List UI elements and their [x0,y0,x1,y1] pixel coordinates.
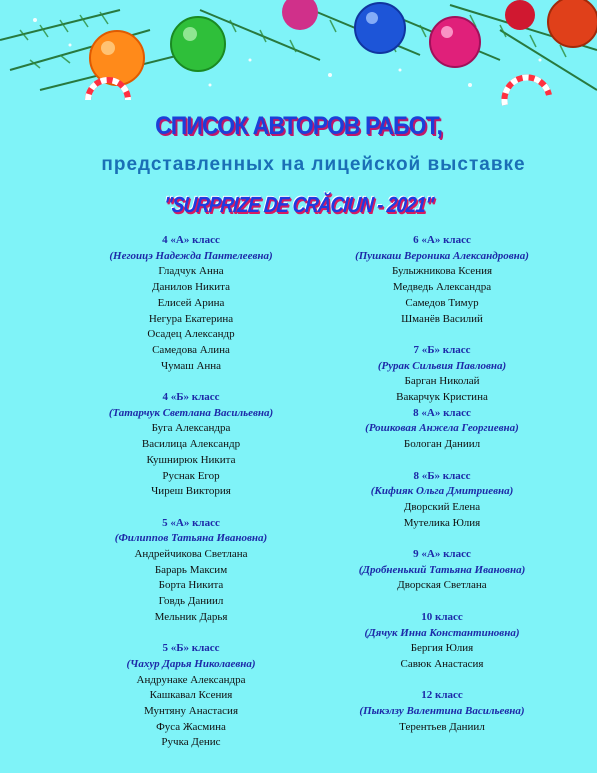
student-name: Кушнирюк Никита [146,453,236,466]
class-group [76,390,306,500]
student-name: Шманёв Василий [401,312,483,325]
student-name: Василица Александр [141,438,241,451]
teacher-name: (Татарчук Светлана Васильевна) [108,406,274,419]
student-name: Самедова Алина [152,343,230,356]
student-name: Терентьев Даниил [399,720,485,733]
teacher-name: (Кифияк Ольга Дмитриевна) [370,485,514,498]
class-group [327,406,557,453]
student-name: Данилов Никита [152,281,230,294]
student-name: Савюк Анастасия [400,657,484,670]
class-header: 9 «А» класс [413,548,471,561]
student-name: Ручка Денис [161,736,221,749]
student-name: Медведь Александра [392,281,492,294]
teacher-name: (Дячук Инна Константиновна) [364,626,520,639]
class-header: 5 «А» класс [162,516,220,529]
class-header: 8 «А» класс [413,406,471,419]
class-group [76,516,306,626]
student-name: Дворский Елена [403,500,481,513]
student-name: Осадец Александр [147,328,235,341]
student-name: Самедов Тимур [405,296,479,309]
class-header: 6 «А» класс [413,234,471,246]
teacher-name: (Пыкэлзу Валентина Васильевна) [359,705,525,718]
student-name: Булыжникова Ксения [391,265,493,278]
class-group [327,469,557,532]
student-name: Барган Николай [404,375,480,388]
teacher-name: (Рурак Сильвия Павловна) [377,359,507,372]
exhibition-title: "SURPRIZE DE CRĂCIUN - 2021" [162,192,435,217]
class-group [327,610,557,673]
student-name: Мельник Дарья [154,610,228,623]
class-header: 12 класс [421,689,463,702]
class-header: 4 «А» класс [162,234,220,246]
student-name: Дворская Светлана [397,579,487,592]
teacher-name: (Рошковая Анжела Георгиевна) [365,422,519,435]
student-name: Кашкавал Ксения [149,689,233,702]
student-name: Буга Александра [151,422,231,435]
right-column [327,233,557,735]
student-name: Руснак Егор [162,469,220,482]
left-column [76,233,306,751]
student-name: Борта Никита [158,579,224,592]
student-name: Андрейчикова Светлана [134,548,248,561]
class-header: 10 класс [421,610,463,623]
christmas-decoration [0,0,597,130]
page-title: СПИСОК АВТОРОВ РАБОТ, [155,112,442,140]
student-name: Мунтяну Анастасия [144,705,238,718]
student-name: Фуса Жасмина [156,720,226,733]
class-group [327,233,557,327]
student-name: Барарь Максим [154,563,228,576]
teacher-name: (Пушкаш Вероника Александровна) [355,249,529,262]
teacher-name: (Негоицэ Надежда Пантелеевна) [109,249,273,262]
page-subtitle: представленных на лицейской выставке [101,154,526,175]
class-header: 8 «Б» класс [413,469,471,482]
class-header: 7 «Б» класс [413,343,471,356]
student-name: Чумаш Анна [160,359,222,372]
student-name: Бологан Даниил [403,438,481,451]
student-name: Елисей Арина [157,296,225,309]
student-name: Чиреш Виктория [151,485,231,498]
class-group [76,233,306,374]
student-name: Негура Екатерина [148,312,234,325]
teacher-name: (Чахур Дарья Николаевна) [126,657,256,670]
class-header: 4 «Б» класс [162,391,220,404]
teacher-name: (Филиппов Татьяна Ивановна) [114,532,268,545]
student-name: Вакарчук Кристина [396,391,488,404]
student-name: Гладчук Анна [158,265,224,278]
teacher-name: (Дробненький Татьяна Ивановна) [358,563,526,576]
student-name: Мутелика Юлия [403,516,481,529]
student-name: Говдь Даниил [158,595,224,608]
class-group [327,547,557,594]
class-group [76,641,306,751]
class-group [327,688,557,735]
student-name: Андрунаке Александра [136,673,246,686]
class-header: 5 «Б» класс [162,642,220,655]
class-group [327,343,557,406]
student-name: Бергия Юлия [410,642,474,655]
